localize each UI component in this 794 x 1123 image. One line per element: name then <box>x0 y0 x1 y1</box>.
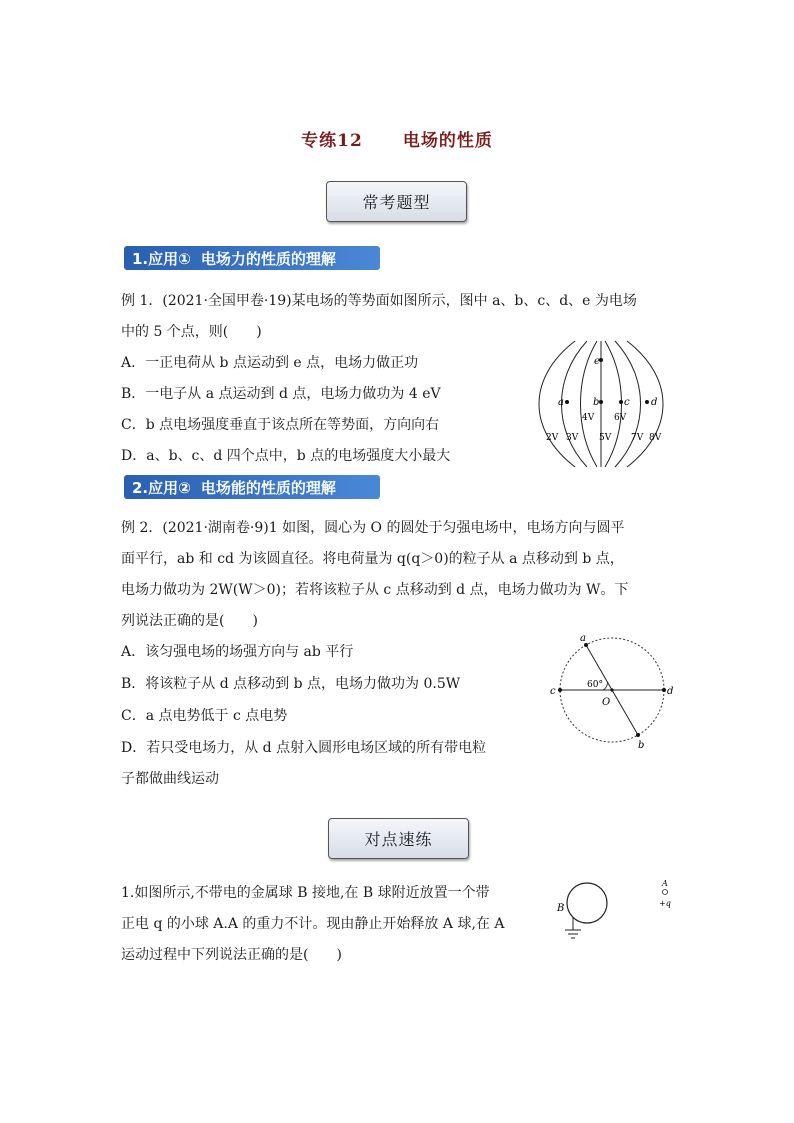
label-5v: 5V <box>599 433 612 443</box>
center-o <box>610 688 613 691</box>
equipotential-2v <box>539 341 575 467</box>
practice-box: 对点速练 <box>328 818 469 859</box>
label-q: +q <box>659 899 671 908</box>
label-e: e <box>594 356 600 367</box>
label-c: c <box>624 397 630 408</box>
label-a: A <box>662 879 668 888</box>
section-1-header <box>124 246 380 270</box>
label-6v: 6V <box>614 413 627 423</box>
common-types-box: 常考题型 <box>326 181 467 222</box>
ex2-option-d-line2: 子都做曲线运动 <box>121 771 219 787</box>
point-b <box>636 733 640 737</box>
ex2-stem-line1: 例 2．(2021·湖南卷·9)1 如图，圆心为 O 的圆处于匀强电场中，电场方向与圆平 <box>121 520 625 536</box>
label-3v: 3V <box>566 433 579 443</box>
ex2-option-b: B．将该粒子从 d 点移动到 b 点，电场力做功为 0.5W <box>121 676 461 692</box>
angle-label: 60° <box>587 680 603 690</box>
q1-line3: 运动过程中下列说法正确的是( ) <box>121 947 342 963</box>
point-c <box>619 400 623 404</box>
label-d: d <box>667 686 674 697</box>
point-a <box>565 400 569 404</box>
label-d: d <box>651 397 658 408</box>
ex2-stem-line2: 面平行，ab 和 cd 为该圆直径。将电荷量为 q(q＞0)的粒子从 a 点移动到 b 点， <box>121 551 624 567</box>
label-8v: 8V <box>649 433 662 443</box>
point-b <box>599 400 603 404</box>
equipotential-figure <box>535 338 685 470</box>
label-7v: 7V <box>631 433 644 443</box>
ex1-option-c: C．b 点电场强度垂直于该点所在等势面，方向向右 <box>121 417 440 433</box>
label-b: B <box>557 903 565 914</box>
q1-line2: 正电 q 的小球 A.A 的重力不计。现由静止开始释放 A 球,在 A <box>121 916 505 932</box>
equipotential-3v <box>562 341 588 467</box>
ex2-stem-line3: 电场力做功为 2W(W＞0)；若将该粒子从 c 点移动到 d 点，电场力做功为 W。下 <box>121 582 629 598</box>
label-b: b <box>593 397 600 408</box>
label-b: b <box>638 740 645 751</box>
section-2-header <box>124 475 380 499</box>
equipotential-8v <box>627 341 663 467</box>
q1-line1: 1.如图所示,不带电的金属球 B 接地,在 B 球附近放置一个带 <box>121 885 490 901</box>
page-title <box>0 126 794 151</box>
sphere-figure <box>553 872 688 952</box>
label-4v: 4V <box>582 413 595 423</box>
ex2-option-d-line1: D．若只受电场力，从 d 点射入圆形电场区域的所有带电粒 <box>121 740 487 756</box>
ex1-stem-line2: 中的 5 个点，则( ) <box>121 324 262 340</box>
small-ball-a <box>663 890 668 895</box>
ex2-stem-line4: 列说法正确的是( ) <box>121 613 258 629</box>
section-1-title: 电场力的性质的理解 <box>200 249 336 268</box>
label-o: O <box>602 697 611 708</box>
section-2-index: 2.应用② <box>132 478 191 497</box>
ex1-option-d: D．a、b、c、d 四个点中，b 点的电场强度大小最大 <box>121 448 451 464</box>
title-number: 专练12 <box>301 131 363 151</box>
point-d <box>645 400 649 404</box>
equipotential-6v <box>605 341 622 467</box>
title-topic: 电场的性质 <box>402 131 493 151</box>
ex1-option-b: B．一电子从 a 点运动到 d 点，电场力做功为 4 eV <box>121 386 441 402</box>
label-2v: 2V <box>546 433 559 443</box>
ex2-option-c: C．a 点电势低于 c 点电势 <box>121 708 288 724</box>
section-1-index: 1.应用① <box>132 249 191 268</box>
ex1-stem-line1: 例 1．(2021·全国甲卷·19)某电场的等势面如图所示，图中 a、b、c、d、e 为电场 <box>121 293 637 309</box>
point-d <box>662 688 666 692</box>
angle-arc <box>603 682 608 690</box>
section-2-title: 电场能的性质的理解 <box>200 478 336 497</box>
label-c: c <box>550 686 556 697</box>
circle-field-figure <box>545 630 680 755</box>
label-a: a <box>580 633 586 644</box>
ex1-option-a: A．一正电荷从 b 点运动到 e 点，电场力做正功 <box>121 355 419 371</box>
label-a: a <box>558 397 564 408</box>
ex2-option-a: A．该匀强电场的场强方向与 ab 平行 <box>121 644 354 660</box>
point-c <box>558 688 562 692</box>
